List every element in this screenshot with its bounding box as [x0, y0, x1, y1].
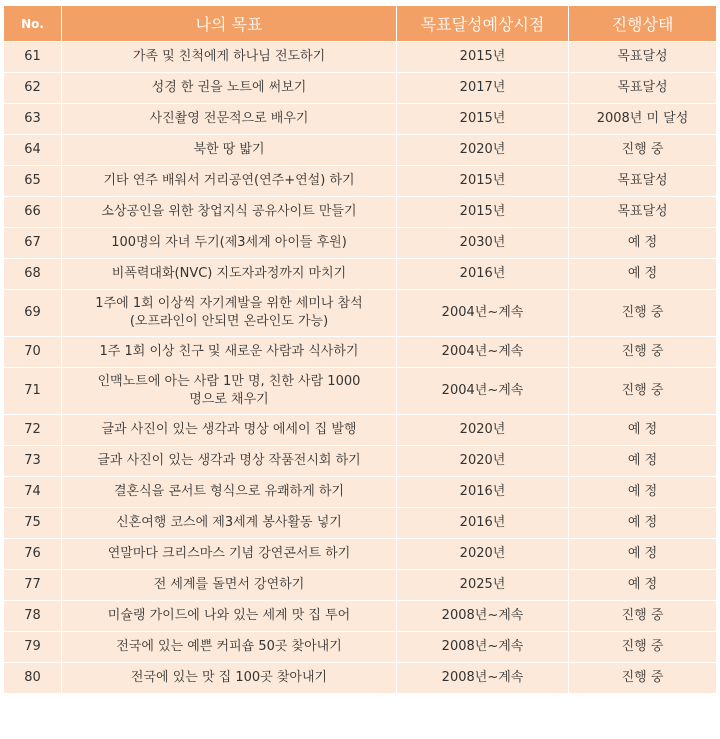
- row-number: 65: [4, 166, 62, 197]
- row-target-date: 2008년~계속: [397, 663, 569, 694]
- table-row: [4, 368, 717, 415]
- row-number: 64: [4, 135, 62, 166]
- goal-text-line: 결혼식을 콘서트 형식으로 유쾌하게 하기: [113, 484, 344, 499]
- table-row: [4, 663, 717, 694]
- row-goal: [62, 632, 397, 663]
- table-row: [4, 601, 717, 632]
- table-row: [4, 539, 717, 570]
- row-goal: [62, 508, 397, 539]
- row-target-date: 2015년: [397, 166, 569, 197]
- row-number: 68: [4, 259, 62, 290]
- table-row: [4, 228, 717, 259]
- row-status: 예 정: [569, 259, 717, 290]
- table-row: [4, 477, 717, 508]
- goal-text-line: 100명의 자녀 두기(제3세계 아이들 후원): [111, 235, 347, 250]
- row-status: 진행 중: [569, 368, 717, 415]
- goal-text-line: 가족 및 친척에게 하나님 전도하기: [132, 49, 326, 64]
- row-goal: [62, 259, 397, 290]
- row-target-date: 2020년: [397, 415, 569, 446]
- goal-text-line: 소상공인을 위한 창업지식 공유사이트 만들기: [101, 204, 357, 219]
- row-status: 목표달성: [569, 166, 717, 197]
- row-goal: [62, 104, 397, 135]
- goal-text-line: 인맥노트에 아는 사람 1만 명, 친한 사람 1000: [97, 374, 361, 389]
- row-target-date: 2004년~계속: [397, 290, 569, 337]
- table-row: [4, 446, 717, 477]
- row-target-date: 2016년: [397, 477, 569, 508]
- row-goal: [62, 290, 397, 337]
- header-status: 진행상태: [569, 6, 717, 42]
- row-number: 67: [4, 228, 62, 259]
- row-number: 80: [4, 663, 62, 694]
- row-target-date: 2004년~계속: [397, 337, 569, 368]
- table-row: [4, 570, 717, 601]
- goal-text-line: 글과 사진이 있는 생각과 명상 작품전시회 하기: [97, 453, 361, 468]
- row-status: 2008년 미 달성: [569, 104, 717, 135]
- row-number: 73: [4, 446, 62, 477]
- bucket-list-table: [3, 5, 717, 694]
- table-row: [4, 632, 717, 663]
- goal-text-line: 1주 1회 이상 친구 및 새로운 사람과 식사하기: [99, 344, 359, 359]
- goal-text-line: 글과 사진이 있는 생각과 명상 에세이 집 발행: [101, 422, 357, 437]
- goal-text-line: 성경 한 권을 노트에 써보기: [151, 80, 307, 95]
- row-goal: [62, 166, 397, 197]
- row-target-date: 2016년: [397, 508, 569, 539]
- row-target-date: 2008년~계속: [397, 601, 569, 632]
- row-target-date: 2015년: [397, 104, 569, 135]
- row-goal: [62, 539, 397, 570]
- goal-text-line: 사진촬영 전문적으로 배우기: [149, 111, 309, 126]
- row-number: 78: [4, 601, 62, 632]
- goal-text-line: 전국에 있는 맛 집 100곳 찾아내기: [130, 670, 328, 685]
- row-number: 61: [4, 42, 62, 73]
- table-row: [4, 197, 717, 228]
- row-goal: [62, 228, 397, 259]
- table-row: [4, 104, 717, 135]
- row-goal: [62, 73, 397, 104]
- row-number: 76: [4, 539, 62, 570]
- row-status: 예 정: [569, 446, 717, 477]
- header-no: No.: [4, 6, 62, 42]
- row-goal: [62, 337, 397, 368]
- table-row: [4, 42, 717, 73]
- header-row: [4, 6, 717, 42]
- row-target-date: 2020년: [397, 539, 569, 570]
- row-target-date: 2016년: [397, 259, 569, 290]
- header-target-date: 목표달성예상시점: [397, 6, 569, 42]
- row-status: 목표달성: [569, 42, 717, 73]
- row-status: 예 정: [569, 539, 717, 570]
- row-status: 진행 중: [569, 601, 717, 632]
- table-row: [4, 259, 717, 290]
- goal-text-line: 전국에 있는 예쁜 커피숍 50곳 찾아내기: [116, 639, 342, 654]
- row-number: 63: [4, 104, 62, 135]
- row-target-date: 2017년: [397, 73, 569, 104]
- row-number: 69: [4, 290, 62, 337]
- row-goal: [62, 415, 397, 446]
- goal-text-line: 비폭력대화(NVC) 지도자과정까지 마치기: [111, 266, 347, 281]
- row-status: 진행 중: [569, 337, 717, 368]
- table-row: [4, 166, 717, 197]
- goal-text-line: 연말마다 크리스마스 기념 강연콘서트 하기: [107, 546, 351, 561]
- row-number: 77: [4, 570, 62, 601]
- row-target-date: 2020년: [397, 446, 569, 477]
- goal-text-line: 명으로 채우기: [189, 392, 269, 407]
- table-row: [4, 337, 717, 368]
- goal-text-line: 기타 연주 배워서 거리공연(연주+연설) 하기: [103, 173, 355, 188]
- row-goal: [62, 197, 397, 228]
- row-status: 예 정: [569, 508, 717, 539]
- row-number: 72: [4, 415, 62, 446]
- row-number: 79: [4, 632, 62, 663]
- row-target-date: 2008년~계속: [397, 632, 569, 663]
- header-goal: 나의 목표: [62, 6, 397, 42]
- row-status: 예 정: [569, 570, 717, 601]
- row-status: 예 정: [569, 477, 717, 508]
- table-row: [4, 415, 717, 446]
- row-number: 66: [4, 197, 62, 228]
- row-target-date: 2030년: [397, 228, 569, 259]
- table-row: [4, 290, 717, 337]
- row-status: 예 정: [569, 415, 717, 446]
- row-target-date: 2025년: [397, 570, 569, 601]
- row-status: 예 정: [569, 228, 717, 259]
- row-goal: [62, 601, 397, 632]
- goal-text-line: 북한 땅 밟기: [193, 142, 265, 157]
- table-row: [4, 135, 717, 166]
- goal-text-line: 1주에 1회 이상씩 자기계발을 위한 세미나 참석: [95, 296, 363, 311]
- row-goal: [62, 570, 397, 601]
- row-goal: [62, 42, 397, 73]
- row-target-date: 2015년: [397, 42, 569, 73]
- table-row: [4, 508, 717, 539]
- row-status: 진행 중: [569, 663, 717, 694]
- row-goal: [62, 663, 397, 694]
- row-status: 진행 중: [569, 135, 717, 166]
- row-target-date: 2020년: [397, 135, 569, 166]
- row-number: 74: [4, 477, 62, 508]
- goal-text-line: 신혼여행 코스에 제3세계 봉사활동 넣기: [116, 515, 342, 530]
- row-number: 70: [4, 337, 62, 368]
- row-status: 진행 중: [569, 290, 717, 337]
- row-status: 목표달성: [569, 73, 717, 104]
- table-row: [4, 73, 717, 104]
- row-status: 목표달성: [569, 197, 717, 228]
- row-number: 75: [4, 508, 62, 539]
- goal-text-line: 미슐랭 가이드에 나와 있는 세계 맛 집 투어: [107, 608, 351, 623]
- row-target-date: 2004년~계속: [397, 368, 569, 415]
- row-target-date: 2015년: [397, 197, 569, 228]
- row-status: 진행 중: [569, 632, 717, 663]
- row-number: 71: [4, 368, 62, 415]
- goal-text-line: 전 세계를 돌면서 강연하기: [153, 577, 305, 592]
- row-goal: [62, 446, 397, 477]
- row-goal: [62, 135, 397, 166]
- row-goal: [62, 477, 397, 508]
- goal-text-line: (오프라인이 안되면 온라인도 가능): [129, 314, 329, 329]
- row-number: 62: [4, 73, 62, 104]
- row-goal: [62, 368, 397, 415]
